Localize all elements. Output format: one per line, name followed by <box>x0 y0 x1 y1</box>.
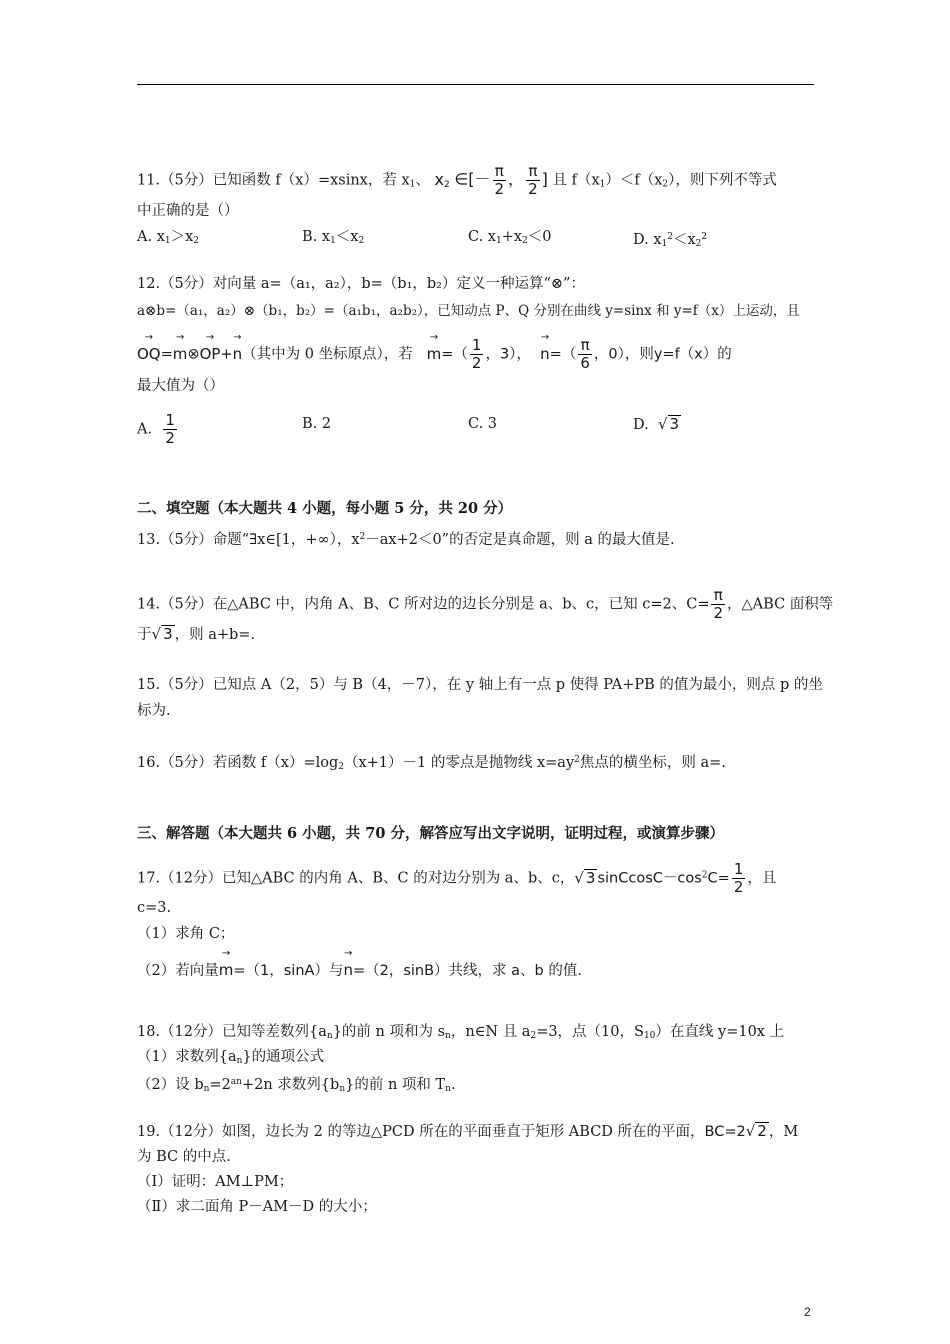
q11-line2: 中正确的是（） <box>137 203 239 219</box>
q16: 16.（5分）若函数 $f(x)=\log_2(x+1)-1$ 的零点是抛物线 $x=ay^2$焦点的横坐标，则 a=. <box>137 755 726 772</box>
q14-line1: 14.（5分）在△ABC 中，内角 A、B、C 所对边的边长分别是 a、b、c，已知 c=2、C= $\frac{\pi}{2}$ ，△ABC 面积等 <box>137 586 834 622</box>
section2-title: 二、填空题（本大题共 4 小题，每小题 5 分，共 20 分） <box>137 500 513 517</box>
q12-line4: 最大值为（） <box>137 378 224 394</box>
q11-line1: 11.（5分）已知函数 f（x）=xsinx，若 $x_1$、 $x_2$ ∈[－ $\frac{\pi}{2}$ ， $\frac{\pi}{2}$ ] 且 $f(x_1)<f(x_2)$，则下列不等式 <box>137 162 777 198</box>
q11-option-d: D. $x_1^2<x_2^2$ <box>633 232 708 249</box>
q17-part2: （2）若向量→ m=（1，sinA）与→ n=（2，sinB）共线，求 a、b 的值. <box>137 960 582 981</box>
vector-op: → OP <box>200 344 221 364</box>
q19-line1: 19.（12分）如图，边长为 2 的等边△PCD 所在的平面垂直于矩形 ABCD 所在的平面，BC=2√ 2 ，M <box>137 1122 799 1140</box>
vector-oq: → OQ <box>137 344 161 364</box>
q18-line3: （2）设 $b_n=2^{an}+2n$ 求数列$\{b_n\}$的前 n 项和 $T_n$. <box>137 1077 456 1094</box>
q19-line2: 为 BC 的中点. <box>137 1149 231 1165</box>
q18-line2: （1）求数列$\{a_n\}$的通项公式 <box>137 1049 325 1066</box>
q12-option-c: C. 3 <box>468 416 498 432</box>
vector-n: → n <box>233 344 243 364</box>
q11-option-b: B. $x_1<x_2$ <box>302 229 365 246</box>
q12-line1: 12.（5分）对向量 a=（a₁，a₂），b=（b₁，b₂）定义一种运算“⊗”： <box>137 276 585 292</box>
q12-line2: a⊗b=（a₁，a₂）⊗（b₁，b₂）=（a₁b₁，a₂b₂），已知动点 P、Q 分别在曲线 y=sinx 和 y=f（x）上运动，且 <box>137 303 800 319</box>
q15-line1: 15.（5分）已知点 A（2，5）与 B（4，－7），在 y 轴上有一点 p 使得 PA+PB 的值为最小，则点 p 的坐 <box>137 677 823 693</box>
header-rule <box>137 84 814 85</box>
q13: 13.（5分）命题“∃x∈[1，+∞），$x^2-ax+2<0$”的否定是真命题，则 a 的最大值是. <box>137 532 675 548</box>
q17-line2: c=3. <box>137 900 172 916</box>
q11-option-a: A. $x_1>x_2$ <box>137 229 200 246</box>
q17-line1: 17.（12分）已知△ABC 的内角 A、B、C 的对边分别为 a、b、c，√ 3 $sinCcosC-\cos^2C=$ $\frac{1}{2}$ ，且 <box>137 860 777 896</box>
q12-line3: → OQ=→ m⊗→ OP+→ n（其中为 0 坐标原点），若 → m=（ $\frac{1}{2}$ ，3）， → n=（ $\frac{\pi}{6}$ ，0），则y=f（x）的 <box>137 337 732 372</box>
q12-option-d: D. √ 3 <box>633 415 680 433</box>
q12-option-a: A. $\frac{1}{2}$ <box>137 411 175 447</box>
q12-option-b: B. 2 <box>302 416 332 432</box>
page-number: 2 <box>804 1305 811 1319</box>
q17-part1: （1）求角 C； <box>137 926 235 942</box>
vector-m: → m <box>173 344 188 364</box>
q19-part1: （Ⅰ）证明：AM⊥PM； <box>137 1174 294 1190</box>
q18-line1: 18.（12分）已知等差数列$\{a_n\}$的前 n 项和为 $s_n$，n∈N 且 $a_2=3$，点（10，$S_{10}$）在直线 y=10x 上 <box>137 1024 785 1041</box>
q15-line2: 标为. <box>137 703 171 719</box>
neg-pi-over-2: $\frac{\pi}{2}$ <box>494 162 505 198</box>
q19-part2: （Ⅱ）求二面角 P－AM－D 的大小； <box>137 1199 377 1215</box>
q14-line2: 于√ 3 ，则 a+b=. <box>137 625 256 643</box>
pi-over-2: $\frac{\pi}{2}$ <box>528 162 538 198</box>
section3-title: 三、解答题（本大题共 6 小题，共 70 分，解答应写出文字说明，证明过程，或演算步骤） <box>137 825 724 842</box>
q11-option-c: C. $x_1+x_2<0$ <box>468 229 552 246</box>
